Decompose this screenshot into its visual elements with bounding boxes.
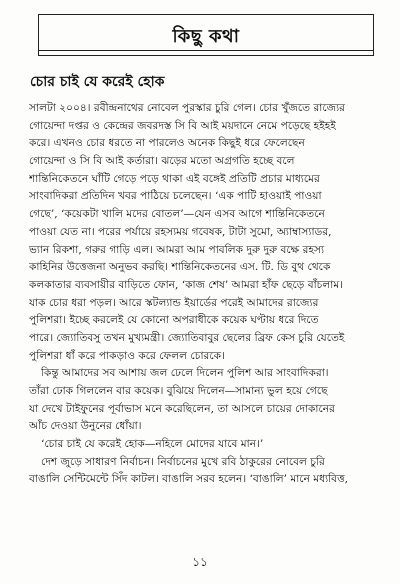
text-line: আঁচ দেওয়া উনুনের ধোঁয়া। [29,420,142,433]
text-line: সালটা ২০০৪। রবীন্দ্রনাথের নোবেল পুরস্কার চুরি গেল। চোর খুঁজতে রাজ্যের [29,102,345,114]
text-line: পারে। জ্যোতিবসু তখন মুখ্যমন্ত্রী। জ্যোতিবাবুর ছেলের ব্রিফ কেস চুরি যেতেই [29,331,345,344]
text-line: যাক চোর ধরা পড়ল। আরে স্কটল্যান্ড ইয়ার্ডের পরেই আমাদের রাজ্যের [29,296,319,309]
text-line: বাঙালি সেন্টিমেন্টে সিঁদ কাটল। বাঙালি সরব হলেন। ‘বাঙালি’ মানে মধ্যবিত্ত, [29,473,349,486]
text-line: পাওয়া যেত না। পরের পর্যায়ে রহস্যময় গবেষক, টাটা সুমো, অ্যাম্বাস্যাডর, [29,225,332,238]
text-line: ভ্যান রিকশা, গরুর গাড়ি এল। আমরা আম পাবলিক দুরু দুরু বক্ষে রহস্য [29,243,325,256]
text-line: কিন্তু আমাদের সব আশায় জল ঢেলে দিলেন পুলিশ আর সাংবাদিকরা। [41,367,329,380]
text-line: কাহিনির উত্তেজনা অনুভব করছি। শান্তিনিকেতনের এস. টি. ডি বুথ থেকে [29,261,331,274]
header-underline-rule [39,50,373,51]
page-number: ১১ [192,555,208,569]
text-line: গোয়েন্দা দপ্তর ও কেন্দ্রের জবরদস্ত সি বি আই ময়দানে নেমে পড়েছে হইহই [29,119,336,132]
chapter-header-box [38,14,374,56]
text-line: পুলিশরা ধাঁ করে পাকড়াও করে ফেলল চোরকে। [29,349,225,362]
text-line: সাংবাদিকরা প্রতিদিন খবর পাঠিয়ে চলেছেন। ‘এক পাটি হাওয়াই পাওয়া [29,190,322,203]
section-title: চোর চাই যে করেই হোক [30,74,165,90]
chapter-title: কিছু কথা [172,26,240,47]
text-line: যা দেখে টাইফুনের পূর্বাভাস মনে করেছিলেন, তা আসলে চায়ের দোকানের [29,402,335,415]
text-line: গেছে’, ‘কয়েকটা খালি মদের বোতল’—যেন এসব আগে শান্তিনিকেতনে [29,208,325,221]
text-line: দেশ জুড়ে সাধারণ নির্বাচন। নির্বাচনের মুখে রবি ঠাকুরের নোবেল চুরি [41,455,325,468]
body-text [29,100,373,489]
text-line: করে। এখনও চোর ধরতে না পারলেও অনেক কিছুই ধরে ফেলেছেন [29,137,305,150]
text-line: কলকাতার ব্যবসায়ীর বাড়িতে ফোন, ‘কাজ শেষ’ আমরা হাঁফ ছেড়ে বাঁচলাম। [29,278,344,291]
text-line: পুলিশরা। ইচ্ছে করলেই যে কোনো অপরাধীকে কয়েক ঘণ্টায় ধরে দিতে [29,314,319,327]
text-line: তাঁরা ঢোক গিললেন বার কয়েক। বুঝিয়ে দিলেন—সামান্য ভুল হয়ে গেছে [29,385,328,397]
quote-line: ‘চোর চাই যে করেই হোক—নহিলে মোদের যাবে মান।’ [41,438,264,451]
text-line: শান্তিনিকেতনে ঘাঁটি গেড়ে পড়ে থাকা এই বঙ্গেই প্রতিটি প্রচার মাধ্যমের [29,172,320,185]
text-line: গোয়েন্দা ও সি বি আই কর্তারা। ঝড়ের মতো অগ্রগতি হচ্ছে বলে [29,155,295,168]
